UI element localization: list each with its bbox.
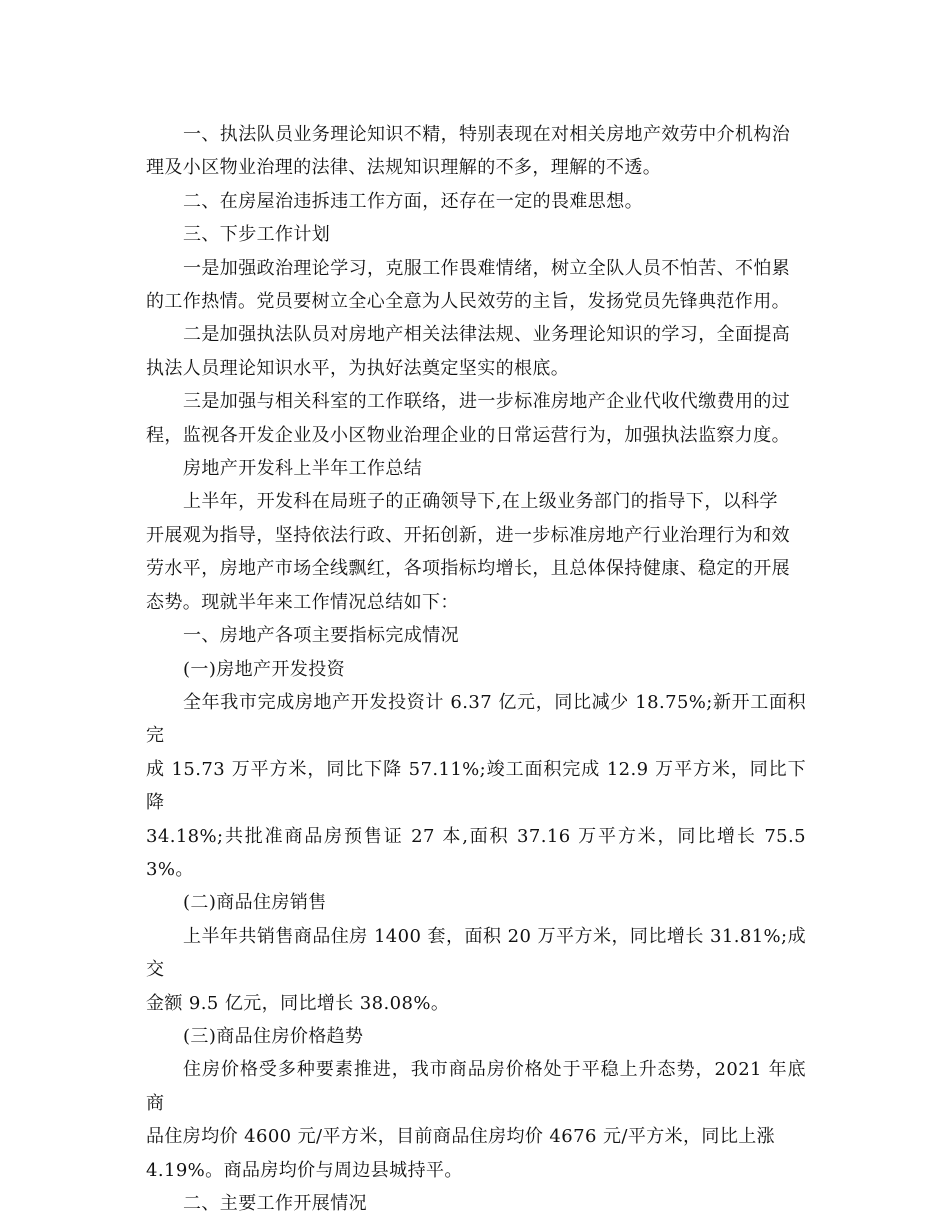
text-line: (三)商品住房价格趋势	[183, 1025, 364, 1047]
paragraph	[146, 318, 806, 385]
section-heading	[146, 218, 806, 251]
text-line: 成 15.73 万平方米，同比下降 57.11%;竣工面积完成 12.9 万平方米，同比下降	[146, 758, 806, 814]
text-line: 品住房均价 4600 元/平方米，目前商品住房均价 4676 元/平方米，同比上涨	[146, 1126, 776, 1148]
text-line: 金额 9.5 亿元，同比增长 38.08%。	[146, 992, 450, 1014]
text-line: 上半年共销售商品住房 1400 套，面积 20 万平方米，同比增长 31.81%;成交	[146, 925, 806, 981]
text-line: 二、在房屋治违拆违工作方面，还存在一定的畏难思想。	[183, 190, 643, 212]
text-line: 一是加强政治理论学习，克服工作畏难情绪，树立全队人员不怕苦、不怕累	[183, 257, 791, 279]
text-line: 一、房地产各项主要指标完成情况	[183, 625, 459, 647]
text-line: 程，监视各开发企业及小区物业治理企业的日常运营行为，加强执法监察力度。	[146, 424, 790, 446]
paragraph	[146, 118, 806, 185]
document-body	[146, 118, 806, 1220]
text-line: 劳水平，房地产市场全线飘红，各项指标均增长，且总体保持健康、稳定的开展	[146, 558, 790, 580]
text-line: 态势。现就半年来工作情况总结如下：	[146, 591, 459, 613]
paragraph	[146, 252, 806, 319]
text-line: 三、下步工作计划	[183, 224, 331, 246]
text-line: 房地产开发科上半年工作总结	[183, 458, 423, 480]
text-line: 的工作热情。党员要树立全心全意为人民效劳的主旨，发扬党员先锋典范作用。	[146, 291, 790, 313]
paragraph	[146, 920, 806, 1020]
paragraph	[146, 485, 806, 619]
text-line: 全年我市完成房地产开发投资计 6.37 亿元，同比减少 18.75%;新开工面积完	[146, 691, 806, 747]
section-heading	[146, 619, 806, 652]
text-line: 二、主要工作开展情况	[183, 1193, 367, 1214]
text-line: 执法人员理论知识水平，为执好法奠定坚实的根底。	[146, 357, 570, 379]
text-line: 一、执法队员业务理论知识不精，特别表现在对相关房地产效劳中介机构治	[183, 124, 791, 145]
subsection-heading	[146, 1020, 806, 1053]
text-line: (一)房地产开发投资	[183, 658, 346, 680]
text-line: 开展观为指导，坚持依法行政、开拓创新，进一步标准房地产行业治理行为和效	[146, 524, 790, 546]
subsection-heading	[146, 653, 806, 686]
text-line: 4.19%。商品房均价与周边县城持平。	[146, 1159, 463, 1181]
text-line: 二是加强执法队员对房地产相关法律法规、业务理论知识的学习，全面提高	[183, 324, 791, 346]
text-line: 理及小区物业治理的法律、法规知识理解的不多，理解的不透。	[146, 157, 662, 179]
text-line: 住房价格受多种要素推进，我市商品房价格处于平稳上升态势，2021 年底商	[146, 1059, 806, 1114]
paragraph	[146, 1053, 806, 1187]
text-line: 上半年，开发科在局班子的正确领导下,在上级业务部门的指导下，以科学	[183, 491, 778, 513]
text-line: (二)商品住房销售	[183, 892, 327, 914]
text-line: 三是加强与相关科室的工作联络，进一步标准房地产企业代收代缴费用的过	[183, 391, 791, 413]
paragraph	[146, 185, 806, 218]
document-title	[146, 452, 806, 485]
paragraph	[146, 385, 806, 452]
paragraph	[146, 686, 806, 886]
text-line: 34.18%;共批准商品房预售证 27 本,面积 37.16 万平方米，同比增长 75.53%。	[146, 825, 806, 880]
subsection-heading	[146, 886, 806, 919]
section-heading	[146, 1187, 806, 1220]
